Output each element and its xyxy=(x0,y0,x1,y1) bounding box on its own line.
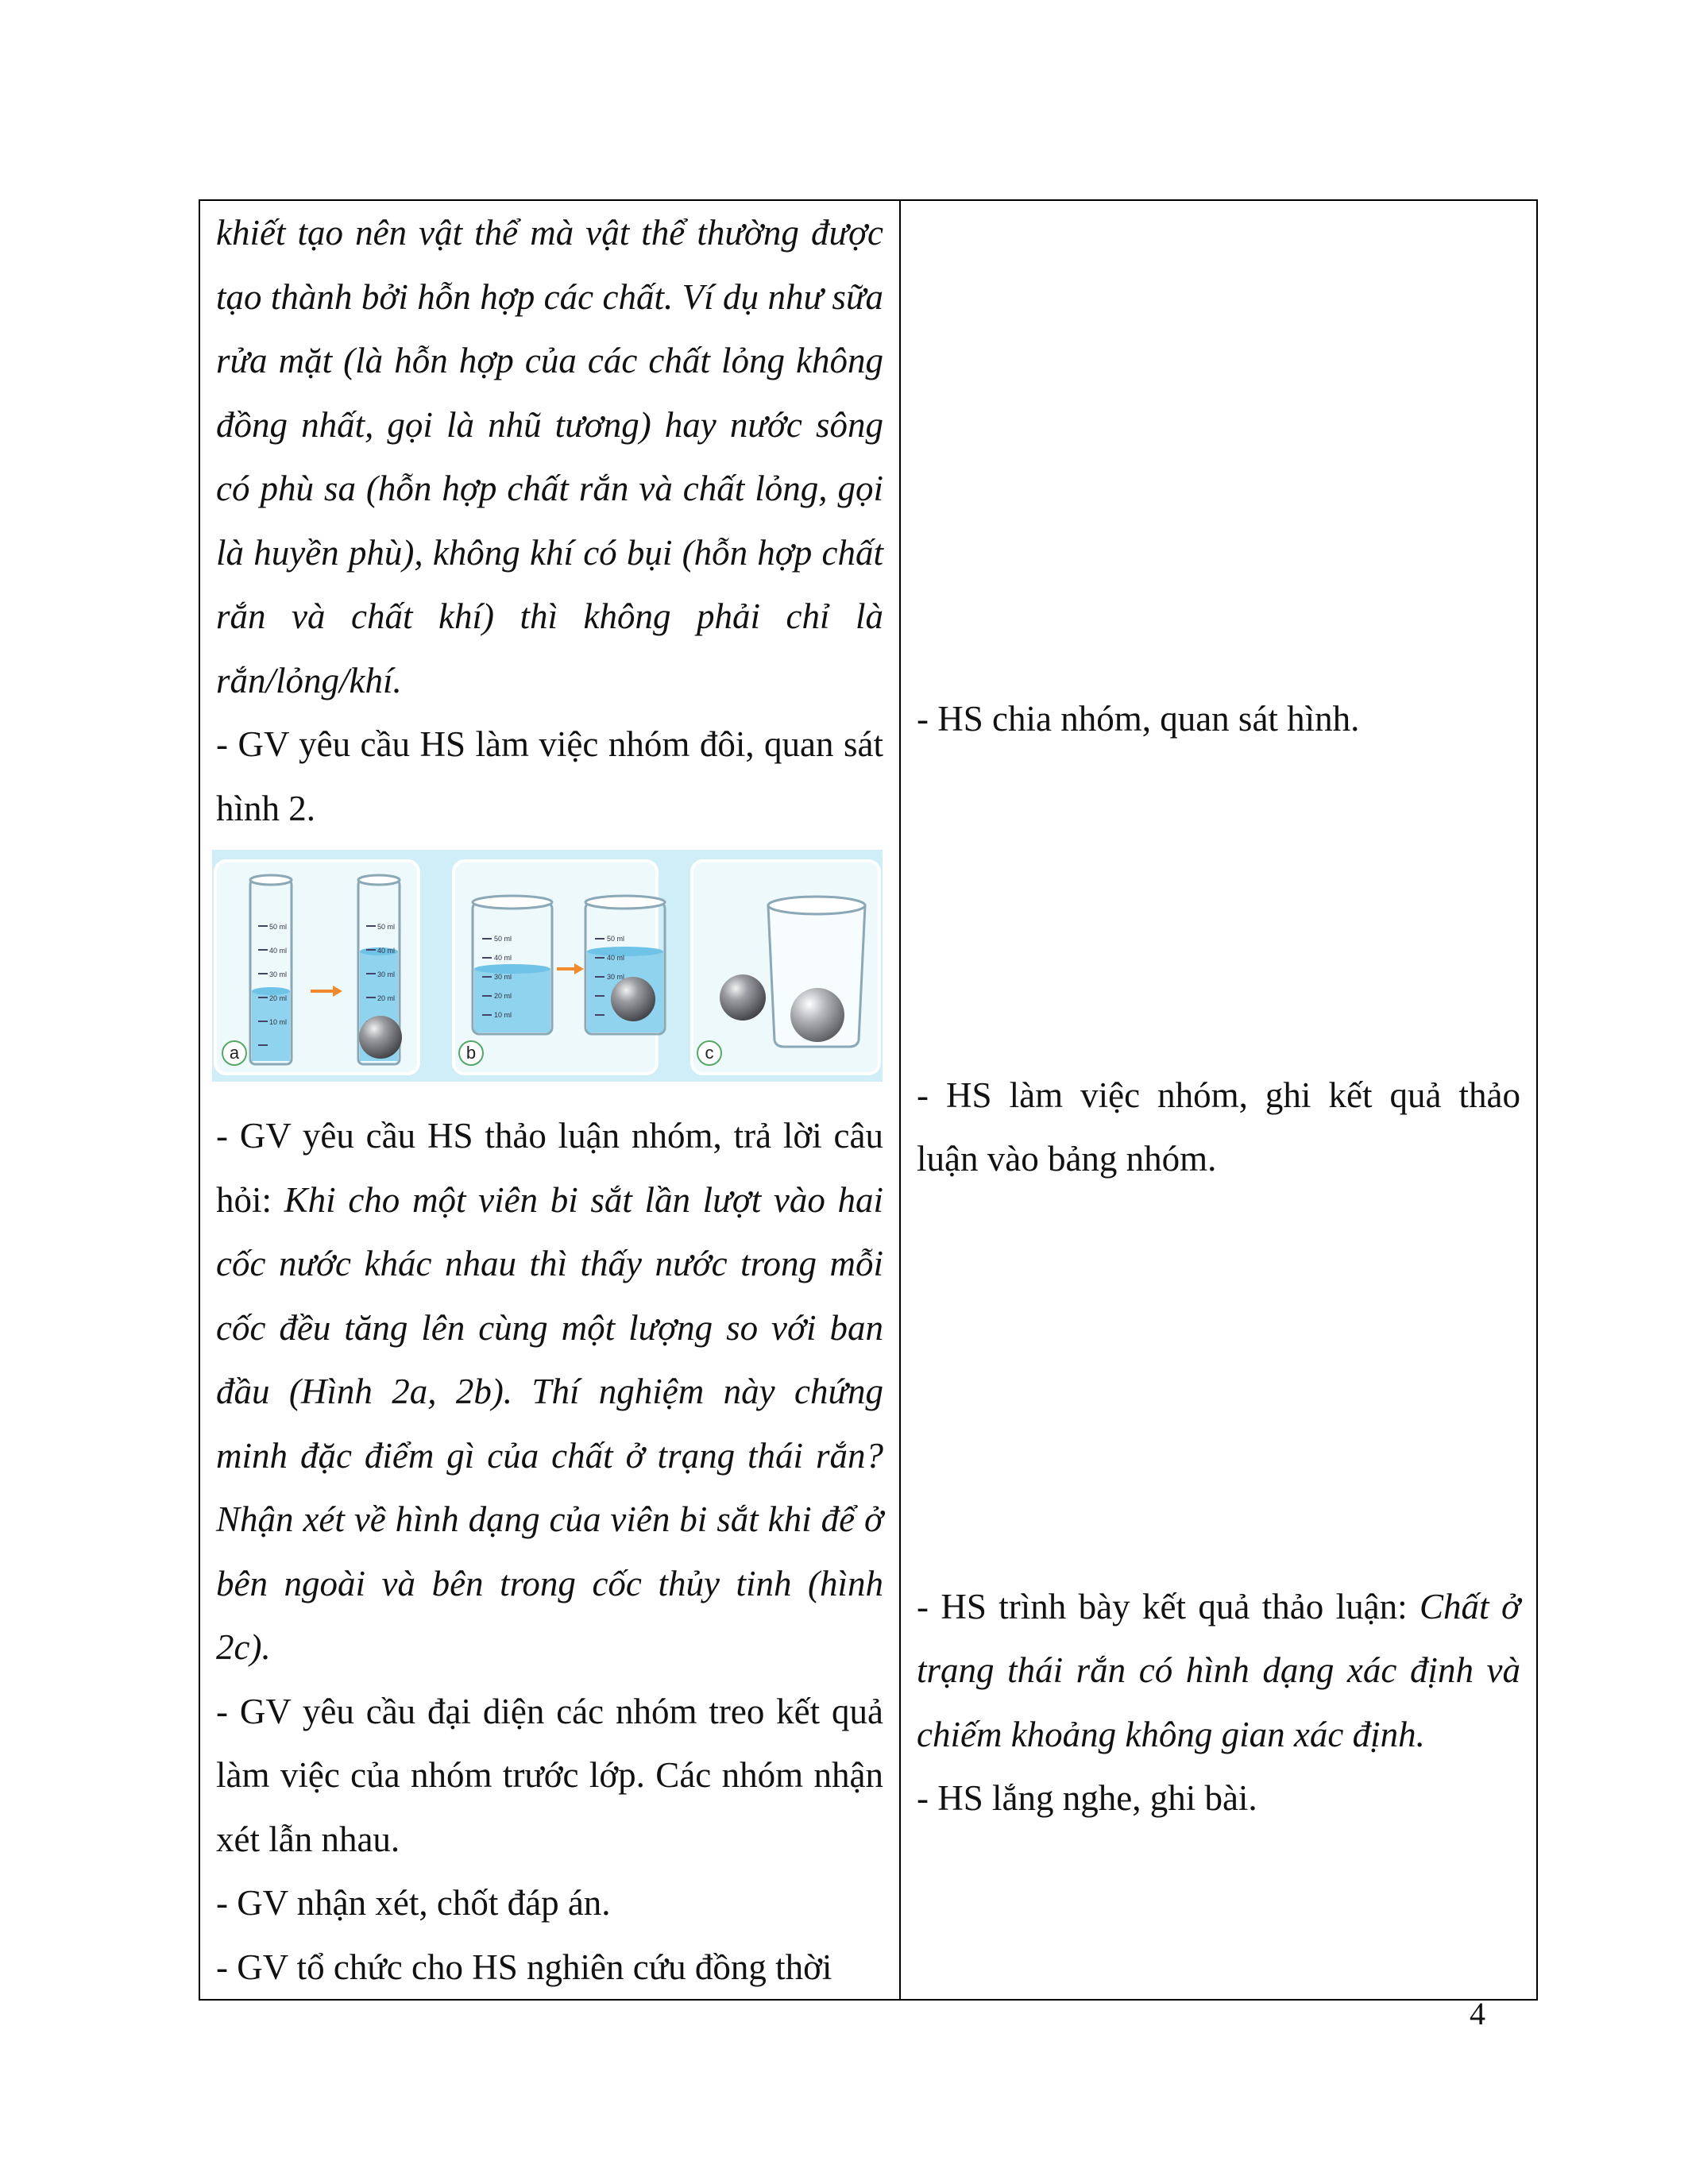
scale-label: 50 ml xyxy=(494,935,512,943)
scale-label: 10 ml xyxy=(494,1011,512,1019)
scale-label: 40 ml xyxy=(269,947,288,955)
scale-label: 40 ml xyxy=(377,947,396,955)
iron-ball-outside xyxy=(720,974,766,1021)
panel-label-c: c xyxy=(705,1043,714,1063)
glass-cup xyxy=(768,897,865,1047)
task-teacher-conclude: - GV nhận xét, chốt đáp án. xyxy=(216,1883,611,1923)
scale-label: 30 ml xyxy=(377,970,396,978)
task-group-discussion-lead: - GV yêu cầu HS thảo luận nhóm, trả lời câu hỏi: xyxy=(216,1116,883,1220)
student-activity-cell xyxy=(900,200,1537,2000)
scale-label: 30 ml xyxy=(494,973,512,981)
discussion-question: Khi cho một viên bi sắt lần lượt vào hai cốc nước khác nhau thì thấy nước trong mỗi cốc đều tăng lên cùng một lượng so với ban đầu (Hình 2a, 2b). Thí nghiệm này chứng minh đặc điểm gì của chất ở trạng thái rắn? Nhận xét về hình dạng của viên bi sắt khi để ở bên ngoài và bên trong cốc thủy tinh (hình 2c). xyxy=(216,1179,883,1667)
response-present-answer: Chất ở trạng thái rắn có hình dạng xác định và chiếm khoảng không gian xác định. xyxy=(917,1586,1520,1754)
figure-2-illustration xyxy=(212,850,883,1082)
table-row xyxy=(199,200,1537,2000)
teacher-activity-cell xyxy=(199,200,900,2000)
panel-a xyxy=(215,861,419,1074)
response-pair-work: - HS chia nhóm, quan sát hình. xyxy=(917,699,1360,739)
scale-label: 50 ml xyxy=(269,923,288,931)
scale-label: 50 ml xyxy=(377,923,396,931)
intro-paragraph: khiết tạo nên vật thể mà vật thể thường được tạo thành bởi hỗn hợp các chất. Ví dụ như sữa rửa mặt (là hỗn hợp của các chất lỏng không đồng nhất, gọi là nhũ tương) hay nước sông có phù sa (hỗn hợp chất rắn và chất lỏng, gọi là huyền phù), không khí có bụi (hỗn hợp chất rắn và chất khí) thì không phải chỉ là rắn/lỏng/khí. xyxy=(216,213,883,700)
response-group-discussion: - HS làm việc nhóm, ghi kết quả thảo luận vào bảng nhóm. xyxy=(917,1075,1520,1179)
iron-ball-inside xyxy=(790,988,844,1042)
response-listen: - HS lắng nghe, ghi bài. xyxy=(917,1778,1257,1818)
iron-ball xyxy=(611,977,655,1021)
task-present-results: - GV yêu cầu đại diện các nhóm treo kết quả làm việc của nhóm trước lớp. Các nhóm nhận xét lẫn nhau. xyxy=(216,1691,883,1859)
task-group-discussion xyxy=(216,1104,883,1680)
scale-label: 40 ml xyxy=(494,954,512,962)
figure-2 xyxy=(212,850,883,1082)
scale-label: 50 ml xyxy=(607,935,625,943)
panel-b xyxy=(454,861,665,1074)
iron-ball xyxy=(359,1016,402,1059)
scale-label: 20 ml xyxy=(269,994,288,1002)
scale-label: 10 ml xyxy=(269,1018,288,1026)
task-research: - GV tổ chức cho HS nghiên cứu đồng thời xyxy=(216,1947,832,1987)
panel-c xyxy=(692,861,879,1074)
scale-label: 20 ml xyxy=(377,994,396,1002)
task-pair-work: - GV yêu cầu HS làm việc nhóm đôi, quan sát hình 2. xyxy=(216,724,883,828)
scale-label: 30 ml xyxy=(269,970,288,978)
scale-label: 30 ml xyxy=(607,973,625,981)
response-present xyxy=(917,1575,1520,1767)
panel-label-b: b xyxy=(465,1043,477,1063)
response-present-lead: - HS trình bày kết quả thảo luận: xyxy=(917,1586,1420,1626)
lesson-activity-table xyxy=(199,199,1538,2001)
scale-label: 40 ml xyxy=(607,954,625,962)
panel-label-a: a xyxy=(229,1043,240,1063)
page-number: 4 xyxy=(1470,1996,1485,2032)
scale-label: 20 ml xyxy=(494,992,512,1000)
